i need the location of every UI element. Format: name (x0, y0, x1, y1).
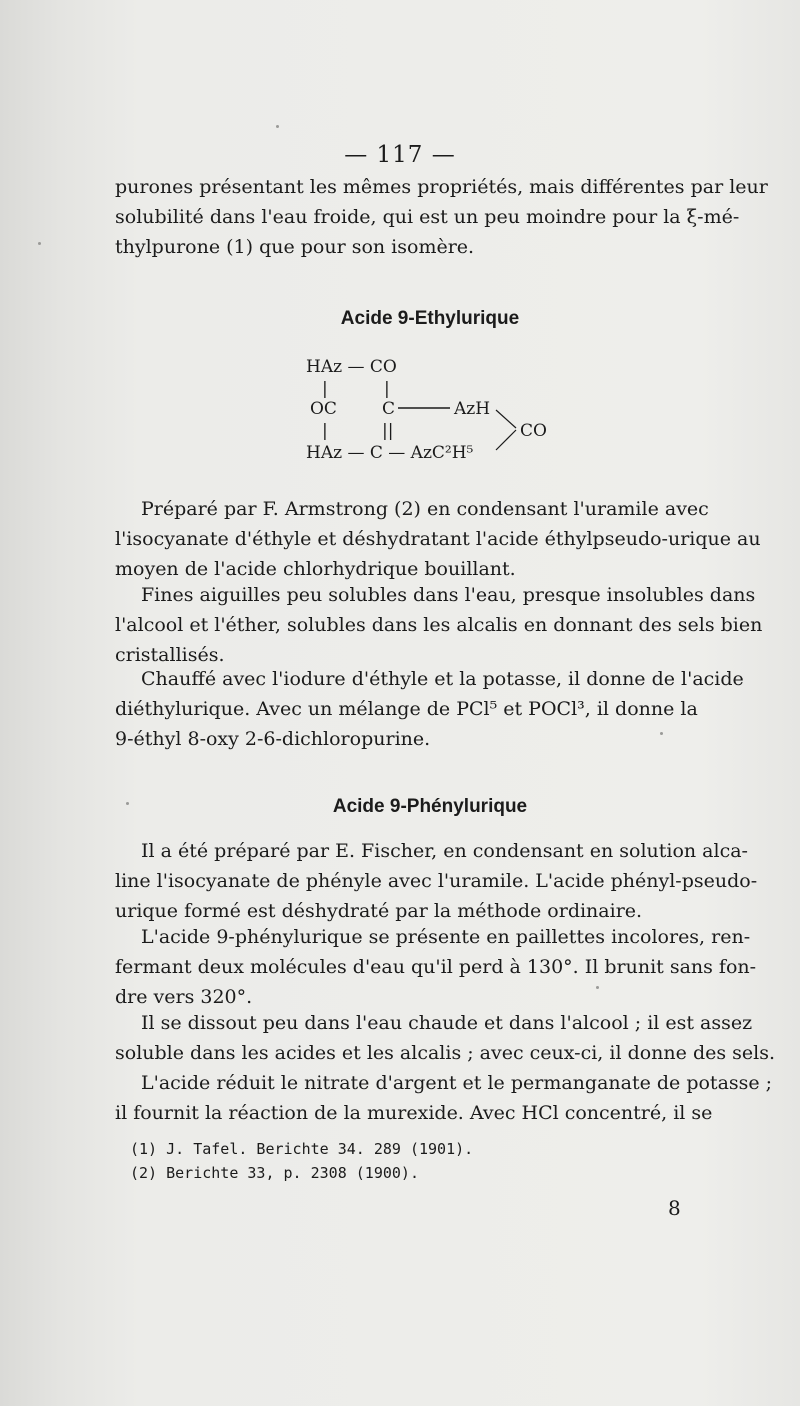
text-line: L'acide réduit le nitrate d'argent et le permanganate de potasse ; (141, 1072, 773, 1094)
formula-row2-left: OC (310, 399, 337, 419)
text-line: dre vers 320°. (115, 986, 253, 1008)
paragraph-crystals (115, 922, 755, 1012)
text-line: soluble dans les acides et les alcalis ; avec ceux-ci, il donne des sels. (115, 1042, 775, 1064)
text-line: Préparé par F. Armstrong (2) en condensant l'uramile avec (141, 498, 709, 520)
formula-right-group: CO (520, 421, 547, 441)
text-line: line l'isocyanate de phényle avec l'uramile. L'acide phényl-pseudo- (115, 870, 758, 892)
text-line: urique formé est déshydraté par la méthode ordinaire. (115, 900, 643, 922)
intro-paragraph (115, 172, 768, 262)
formula-diagram (300, 350, 570, 470)
text-line: fermant deux molécules d'eau qu'il perd à 130°. Il brunit sans fon- (115, 956, 757, 978)
text-line: Fines aiguilles peu solubles dans l'eau, presque insolubles dans (141, 584, 756, 606)
paragraph-fischer (115, 836, 758, 926)
text-line: purones présentant les mêmes propriétés, mais différentes par leur (115, 176, 768, 198)
text-line: Chauffé avec l'iodure d'éthyle et la potasse, il donne de l'acide (141, 668, 744, 690)
formula-bond-line (496, 430, 516, 450)
paragraph-properties (115, 580, 763, 670)
running-head: — 117 — (344, 142, 456, 168)
text-line: diéthylurique. Avec un mélange de PCl⁵ et POCl³, il donne la (115, 698, 698, 720)
text-line: cristallisés. (115, 644, 225, 666)
text-line: thylpurone (1) que pour son isomère. (115, 236, 475, 258)
formula-bond: | (322, 421, 328, 441)
footnote-1: (1) J. Tafel. Berichte 34. 289 (1901). (130, 1140, 474, 1158)
section-heading-ethylurique: Acide 9-Ethylurique (340, 308, 520, 329)
scan-speck (276, 125, 279, 128)
page-number: 8 (668, 1196, 681, 1220)
formula-bond-line (496, 410, 516, 428)
paragraph-solubility (115, 1008, 775, 1128)
scan-speck (660, 732, 663, 735)
paragraph-preparation (115, 494, 761, 584)
text-line: moyen de l'acide chlorhydrique bouillant. (115, 558, 516, 580)
formula-bond: || (382, 421, 394, 441)
text-line: 9-éthyl 8-oxy 2-6-dichloropurine. (115, 728, 431, 750)
text-line: l'isocyanate d'éthyle et déshydratant l'acide éthylpseudo-urique au (115, 528, 761, 550)
text-line: l'alcool et l'éther, solubles dans les alcalis en donnant des sels bien (115, 614, 763, 636)
footnote-2: (2) Berichte 33, p. 2308 (1900). (130, 1164, 419, 1182)
formula-row3: HAz — C — AzC²H⁵ (306, 443, 474, 463)
text-line: solubilité dans l'eau froide, qui est un peu moindre pour la ξ-mé- (115, 206, 740, 228)
formula-row1: HAz — CO (306, 357, 397, 377)
text-line: Il se dissout peu dans l'eau chaude et dans l'alcool ; il est assez (141, 1012, 753, 1034)
scan-speck (126, 802, 129, 805)
formula-row2-right: AzH (454, 399, 491, 419)
formula-bond: | (384, 379, 390, 399)
section-heading-phenylurique: Acide 9-Phénylurique (332, 796, 528, 817)
scan-speck (38, 242, 41, 245)
paragraph-reactions (115, 664, 755, 754)
text-line: L'acide 9-phénylurique se présente en paillettes incolores, ren- (141, 926, 751, 948)
scan-speck (596, 986, 599, 989)
text-line: il fournit la réaction de la murexide. Avec HCl concentré, il se (115, 1102, 713, 1124)
formula-bond: | (322, 379, 328, 399)
formula-row2-mid: C (382, 399, 396, 419)
structural-formula (300, 350, 570, 470)
text-line: Il a été préparé par E. Fischer, en condensant en solution alca- (141, 840, 748, 862)
